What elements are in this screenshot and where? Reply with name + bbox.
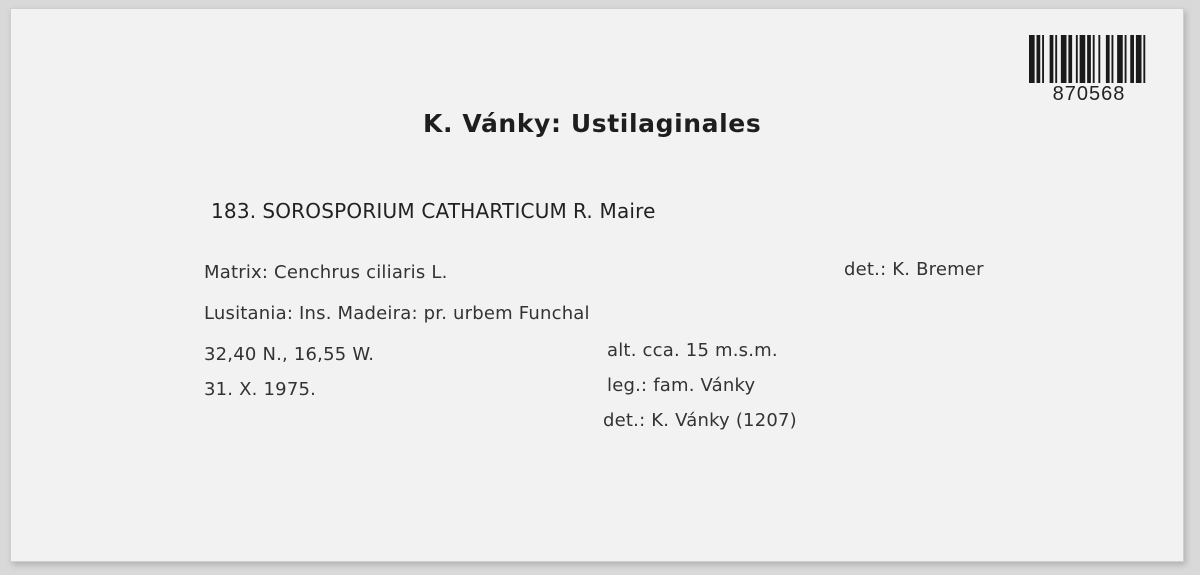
- barcode-bar: [1050, 35, 1054, 83]
- barcode-number: 870568: [1052, 83, 1126, 105]
- barcode-bar: [1130, 35, 1134, 83]
- barcode-bar: [1042, 35, 1044, 83]
- locality-text: Lusitania: Ins. Madeira: pr. urbem Funchal: [204, 303, 590, 324]
- specimen-name: SOROSPORIUM CATHARTICUM: [262, 199, 568, 223]
- barcode-bar: [1068, 35, 1072, 83]
- specimen-number: 183.: [211, 199, 257, 223]
- barcode-bar: [1029, 35, 1035, 83]
- barcode-icon: [1029, 35, 1149, 83]
- altitude-text: alt. cca. 15 m.s.m.: [607, 340, 778, 361]
- barcode-bar: [1037, 35, 1041, 83]
- barcode-bar: [1106, 35, 1110, 83]
- coordinates-text: 32,40 N., 16,55 W.: [204, 344, 375, 365]
- collection-title: K. Vánky: Ustilaginales: [423, 109, 762, 138]
- specimen-author: R. Maire: [573, 199, 656, 223]
- matrix-text: Matrix: Cenchrus ciliaris L.: [204, 262, 448, 283]
- barcode-bar: [1136, 35, 1142, 83]
- barcode-bar: [1087, 35, 1091, 83]
- herbarium-label: [10, 8, 1184, 562]
- barcode-bar: [1080, 35, 1086, 83]
- matrix-determiner: det.: K. Bremer: [844, 259, 984, 280]
- barcode-bar: [1055, 35, 1057, 83]
- barcode-bar: [1093, 35, 1095, 83]
- barcode-bar: [1143, 35, 1145, 83]
- barcode-bar: [1125, 35, 1127, 83]
- collector-text: leg.: fam. Vánky: [607, 375, 756, 396]
- barcode-bar: [1117, 35, 1123, 83]
- barcode-bar: [1076, 35, 1078, 83]
- specimen-name-line: [211, 199, 656, 223]
- barcode-bar: [1061, 35, 1067, 83]
- barcode-bar: [1098, 35, 1100, 83]
- date-text: 31. X. 1975.: [204, 379, 317, 400]
- barcode-block: [1021, 29, 1157, 111]
- barcode-bar: [1112, 35, 1114, 83]
- determiner-text: det.: K. Vánky (1207): [603, 410, 797, 431]
